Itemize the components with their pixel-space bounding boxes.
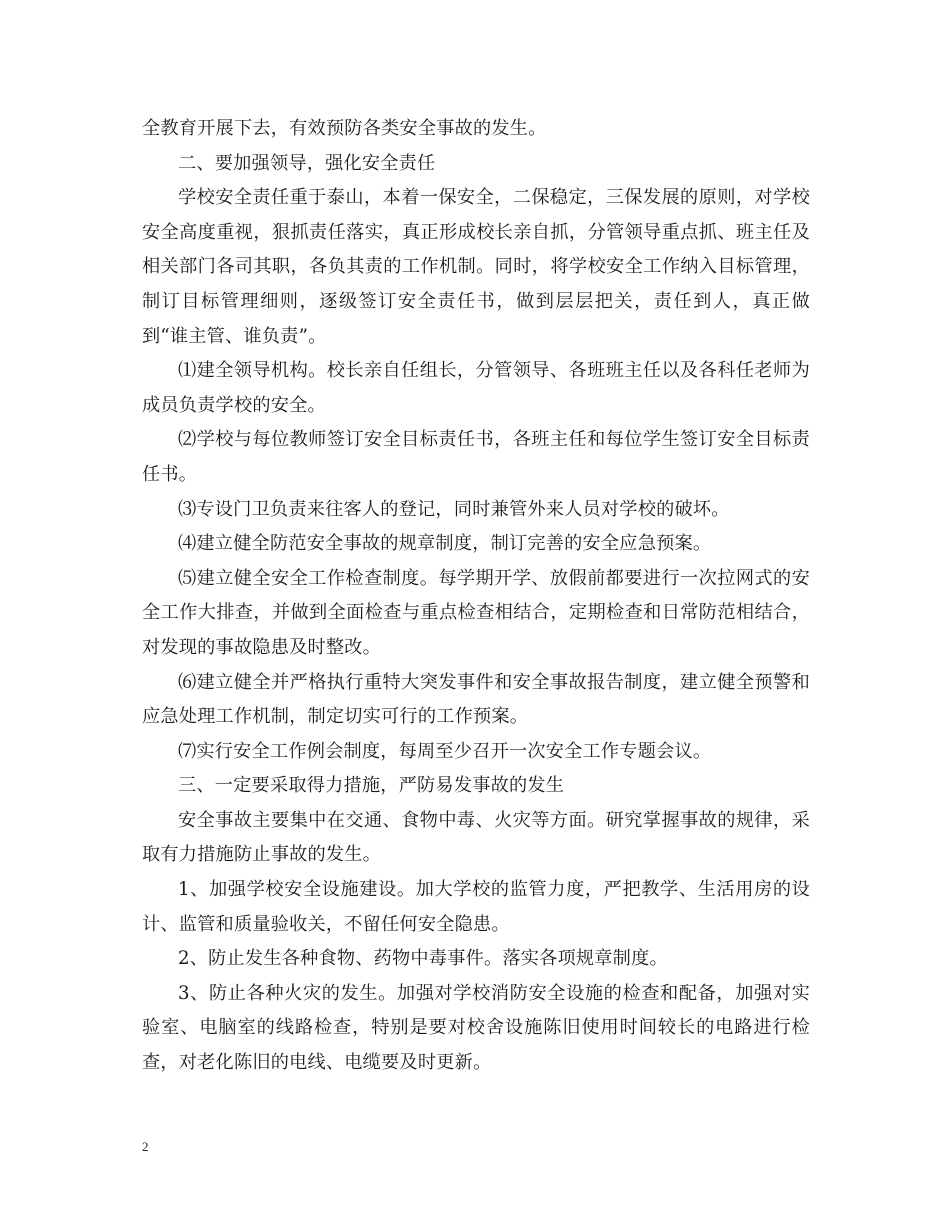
section-heading: 三、一定要采取得力措施，严防易发事故的发生 — [178, 775, 565, 797]
paragraph: 安全事故主要集中在交通、食物中毒、火灾等方面。研究掌握事故的规律，采取有力措施防止事故的发生。 — [142, 809, 810, 866]
list-item: ⑴建全领导机构。校长亲自任组长，分管领导、各班班主任以及各科任老师为成员负责学校的安全。 — [142, 360, 810, 416]
list-item: ⑷建立健全防范安全事故的规章制度，制订完善的安全应急预案。 — [178, 533, 712, 555]
list-item: ⑹建立健全并严格执行重特大突发事件和安全事故报告制度，建立健全预警和应急处理工作机制，制定切实可行的工作预案。 — [142, 671, 810, 728]
paragraph: 全教育开展下去，有效预防各类安全事故的发生。 — [142, 118, 547, 139]
list-item: 3、防止各种火灾的发生。加强对学校消防安全设施的检查和配备，加强对实验室、电脑室的线路检查，特别是要对校舍设施陈旧使用时间较长的电路进行检查，对老化陈旧的电线、电缆要及时更新。 — [142, 982, 810, 1074]
list-item: ⑵学校与每位教师签订安全目标责任书，各班主任和每位学生签订安全目标责任书。 — [142, 429, 810, 485]
list-item: ⑸建立健全安全工作检查制度。每学期开学、放假前都要进行一次拉网式的安全工作大排查，并做到全面检查与重点检查相结合，定期检查和日常防范相结合，对发现的事故隐患及时整改。 — [142, 567, 810, 658]
list-item: ⑶专设门卫负责来往客人的登记，同时兼管外来人员对学校的破坏。 — [178, 498, 730, 520]
list-item: 2、防止发生各种食物、药物中毒事件。落实各项规章制度。 — [178, 948, 668, 970]
document-body — [142, 112, 810, 1081]
list-item: ⑺实行安全工作例会制度，每周至少召开一次安全工作专题会议。 — [178, 740, 712, 762]
paragraph: 学校安全责任重于泰山，本着一保安全，二保稳定，三保发展的原则，对学校安全高度重视，狠抓责任落实，真正形成校长亲自抓，分管领导重点抓、班主任及相关部门各司其职，各负其责的工作机制。同时，将学校安全工作纳入目标管理，制订目标管理细则，逐级签订安全责任书，做到层层把关，责任到人，真正做到“谁主管、谁负责”。 — [142, 187, 810, 347]
list-item: 1、加强学校安全设施建设。加大学校的监管力度，严把教学、生活用房的设计、监管和质量验收关，不留任何安全隐患。 — [142, 879, 810, 935]
section-heading: 二、要加强领导，强化安全责任 — [178, 152, 436, 174]
page-number: 2 — [142, 1139, 149, 1154]
